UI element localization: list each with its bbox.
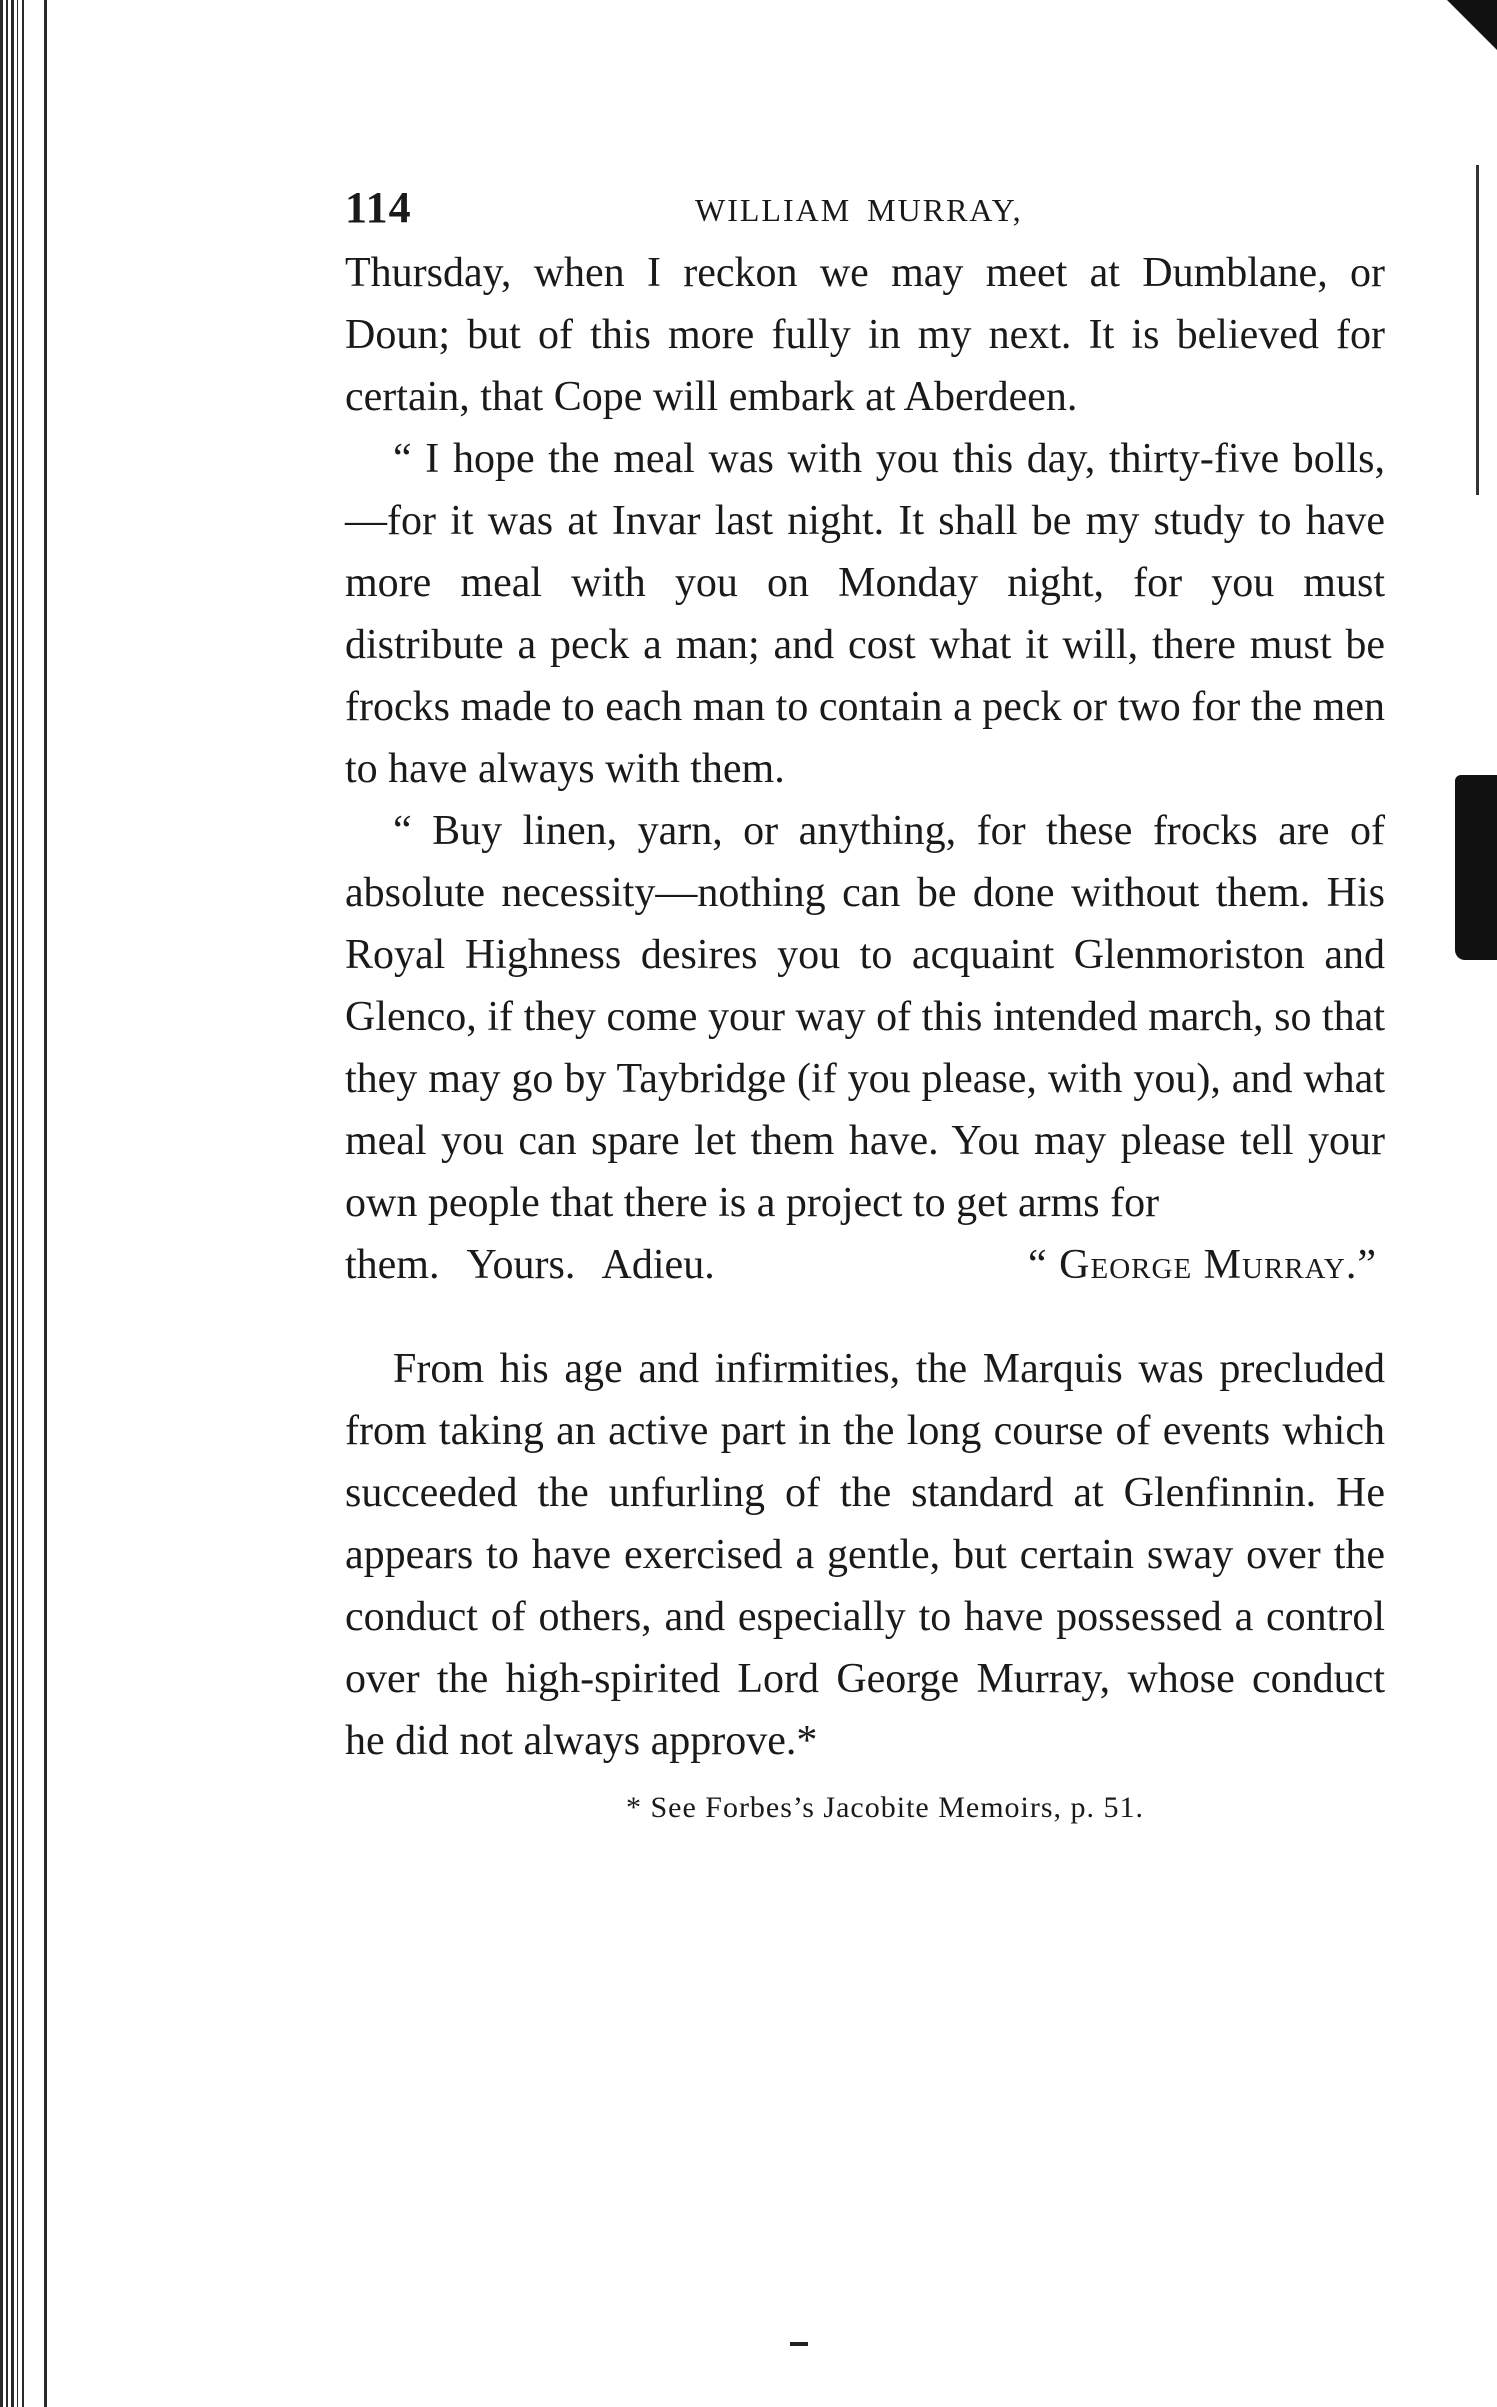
paragraph-meal: “ I hope the meal was with you this day, thirty-five bolls,—for it was at Invar last night. It shall be my study to have more meal with you on Monday night, for you must distribute a peck a man; and cost what it will, there must be frocks made to each man to contain a peck or two for the men to have always with them. xyxy=(345,436,1385,792)
paragraph-marquis: From his age and infirmities, the Marquis was precluded from taking an active part in the long course of events which succeeded the unfurling of the standard at Glenfinnin. He appears to have exercised a gentle, but certain sway over the conduct of others, and especially to have possessed a control over the high-spirited Lord George Murray, whose conduct he did not always approve.* xyxy=(345,1346,1385,1764)
paragraph-continuation: Thursday, when I reckon we may meet at Dumblane, or Doun; but of this more fully in my next. It is believed for certain, that Cope will embark at Aberdeen. xyxy=(345,250,1385,420)
page-header xyxy=(345,170,1385,240)
footnote: * See Forbes’s Jacobite Memoirs, p. 51. xyxy=(625,1791,1145,1824)
letter-signoff xyxy=(345,1234,1385,1296)
scan-bottom-mark xyxy=(790,2342,808,2346)
scan-edge-line xyxy=(1476,165,1479,495)
signoff-text: them. Yours. Adieu. xyxy=(345,1242,715,1288)
signature: “ George Murray.” xyxy=(1028,1242,1377,1288)
page-binding xyxy=(0,0,52,2407)
running-head: WILLIAM MURRAY, xyxy=(695,192,1023,228)
page-number: 114 xyxy=(345,183,412,232)
narrative-body xyxy=(345,1338,1385,1772)
scan-edge-blot xyxy=(1455,775,1497,960)
paragraph-linen: “ Buy linen, yarn, or anything, for these frocks are of absolute necessity—nothing can be done without them. His Royal Highness desires you to acquaint Glenmoriston and Glenco, if they come your way of this intended march, so that they may go by Taybridge (if you please, with you), and what meal you can spare let them have. You may please tell your own people that there is a project to get arms for xyxy=(345,808,1385,1226)
letter-body xyxy=(345,242,1385,1296)
book-page xyxy=(345,170,1385,1828)
scan-corner-mark xyxy=(1447,0,1497,50)
